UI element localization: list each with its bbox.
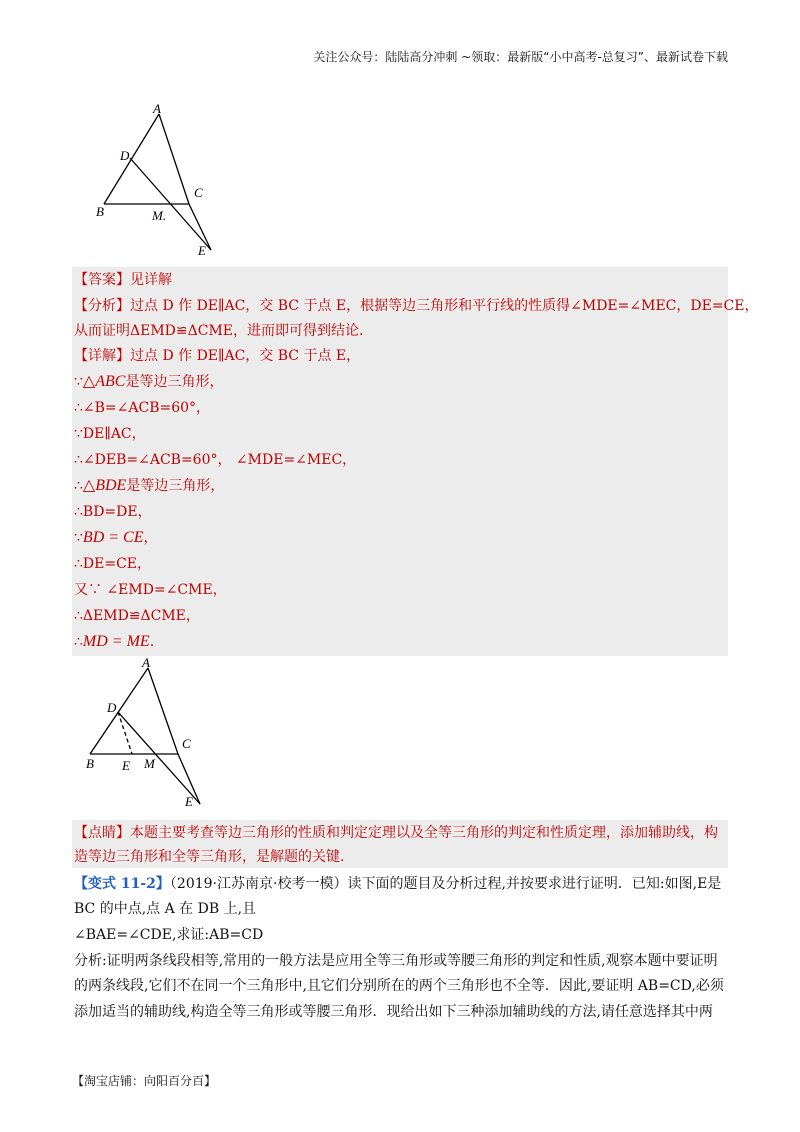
detail-step: ∴∠DEB=∠ACB=60°， ∠MDE=∠MEC， (74, 452, 357, 468)
triangle-figure-1 (92, 100, 222, 258)
variant-source: （2019·江苏南京·校考一模） (169, 876, 348, 892)
label-A: A (142, 656, 150, 670)
comment-tag: 【点睛】 (74, 825, 130, 841)
label-C: C (194, 185, 203, 200)
variant-analysis-1: 分析:证明两条线段相等,常用的一般方法是应用全等三角形或等腰三角形的判定和性质,观察本题中要证明 (74, 953, 718, 969)
variant-line-1 (74, 874, 726, 894)
detail-line (74, 346, 726, 366)
answer-text: 见详解 (130, 272, 172, 288)
detail-step: ∴△BDE是等边三角形， (74, 477, 225, 494)
variant-analysis-3: 添加适当的辅助线,构造全等三角形或等腰三角形．现给出如下三种添加辅助线的方法,请任意选择其中两 (74, 1004, 713, 1020)
detail-step: 又∵ ∠EMD=∠CME， (74, 582, 227, 598)
comment-line-2: 造等边三角形和全等三角形，是解题的关键. (74, 849, 345, 865)
label-D: D (120, 148, 130, 163)
page-footer: 【淘宝店铺：向阳百分百】 (72, 1074, 217, 1088)
detail-step: ∴∠B=∠ACB=60°， (74, 400, 211, 416)
comment-line-1 (74, 823, 726, 843)
page-header: 关注公众号：陆陆高分冲刺 ~领取：最新版“小中高考-总复习”、最新试卷下载 (313, 50, 728, 64)
analysis-tag: 【分析】 (74, 298, 130, 314)
detail-text: 过点 D 作 DE∥AC，交 BC 于点 E， (130, 348, 361, 364)
answer-tag: 【答案】 (74, 272, 130, 288)
detail-step: ∴MD = ME. (74, 633, 155, 650)
variant-line-3: ∠BAE=∠CDE,求证:AB=CD (74, 927, 264, 943)
variant-tag: 【变式 11-2】 (74, 876, 170, 892)
analysis-text: 过点 D 作 DE∥AC，交 BC 于点 E，根据等边三角形和平行线的性质得∠MDE=∠MEC，DE=CE， (130, 298, 759, 314)
label-A: A (153, 101, 161, 116)
analysis-line-1 (74, 296, 759, 316)
variant-line-2: BC 的中点,点 A 在 DB 上,且 (74, 901, 257, 917)
figure-2-frame (72, 656, 218, 820)
detail-step: ∵△ABC是等边三角形， (74, 373, 224, 390)
detail-step: ∵BD = CE， (74, 529, 158, 546)
detail-tag: 【详解】 (74, 348, 130, 364)
detail-step: ∴DE=CE， (74, 556, 152, 572)
variant-text: 读下面的题目及分析过程,并按要求进行证明．已知:如图,E是 (347, 876, 722, 892)
side-AC (159, 114, 189, 204)
label-E-foot: E (122, 758, 130, 773)
detail-step: ∵DE∥AC， (74, 426, 146, 442)
label-M: M (144, 756, 155, 771)
analysis-line-2: 从而证明ΔEMD≌ΔCME，进而即可得到结论. (74, 323, 364, 339)
label-C: C (182, 736, 191, 751)
label-E: E (185, 794, 193, 809)
label-D: D (107, 700, 117, 715)
answer-line (74, 270, 726, 290)
label-E: E (198, 243, 206, 258)
comment-text: 本题主要考查等边三角形的性质和判定定理以及全等三角形的判定和性质定理，添加辅助线，构 (130, 825, 718, 841)
label-B: B (86, 756, 94, 771)
variant-analysis-2: 的两条线段,它们不在同一个三角形中,且它们分别所在的两个三角形也不全等．因此,要证明 AB=CD,必须 (74, 978, 724, 994)
detail-step: ∴BD=DE， (74, 504, 152, 520)
detail-step: ∴ΔEMD≌ΔCME， (74, 608, 200, 624)
triangle-figure-2 (72, 656, 218, 820)
label-M: M. (152, 208, 167, 223)
label-B: B (96, 204, 104, 219)
